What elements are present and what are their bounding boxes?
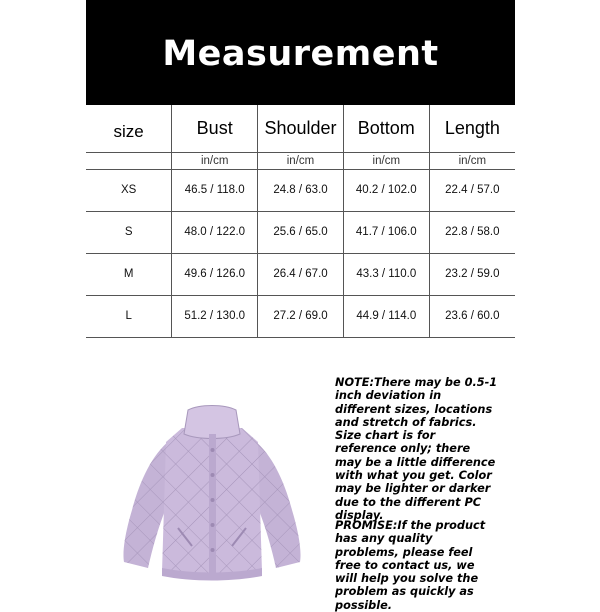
length-cell: 22.4 / 57.0 (429, 169, 515, 211)
bottom-cell: 43.3 / 110.0 (343, 253, 429, 295)
shoulder-cell: 25.6 / 65.0 (258, 211, 344, 253)
title-banner (86, 0, 515, 105)
table-row (86, 169, 515, 211)
shoulder-unit: in/cm (258, 152, 344, 169)
length-cell: 22.8 / 58.0 (429, 211, 515, 253)
bottom-cell: 44.9 / 114.0 (343, 295, 429, 337)
unit-row (86, 152, 515, 169)
size-chart-table (86, 105, 515, 338)
size-cell: M (86, 253, 172, 295)
table-header-row (86, 105, 515, 152)
table-row (86, 211, 515, 253)
bust-cell: 48.0 / 122.0 (172, 211, 258, 253)
jacket-illustration (112, 400, 312, 590)
promise-text: PROMISE:If the product has any quality problems, please feel free to contact us, we will help you solve the problem as quickly as possible. (335, 519, 486, 612)
bottom-column-header: Bottom (343, 105, 429, 152)
bust-cell: 49.6 / 126.0 (172, 253, 258, 295)
bottom-unit: in/cm (343, 152, 429, 169)
size-cell: XS (86, 169, 172, 211)
shoulder-cell: 24.8 / 63.0 (258, 169, 344, 211)
length-column-header: Length (429, 105, 515, 152)
bottom-cell: 40.2 / 102.0 (343, 169, 429, 211)
bust-column-header: Bust (172, 105, 258, 152)
bust-cell: 46.5 / 118.0 (172, 169, 258, 211)
shoulder-cell: 26.4 / 67.0 (258, 253, 344, 295)
shoulder-cell: 27.2 / 69.0 (258, 295, 344, 337)
bust-unit: in/cm (172, 152, 258, 169)
bottom-cell: 41.7 / 106.0 (343, 211, 429, 253)
bust-cell: 51.2 / 130.0 (172, 295, 258, 337)
collar (184, 406, 240, 439)
unit-blank-cell (86, 152, 172, 169)
length-cell: 23.2 / 59.0 (429, 253, 515, 295)
page-title: Measurement (162, 33, 439, 74)
table-row (86, 253, 515, 295)
length-unit: in/cm (429, 152, 515, 169)
length-cell: 23.6 / 60.0 (429, 295, 515, 337)
size-column-header: size (86, 105, 172, 152)
size-cell: L (86, 295, 172, 337)
size-cell: S (86, 211, 172, 253)
table-row (86, 295, 515, 337)
note-text: NOTE:There may be 0.5-1 inch deviation in different sizes, locations and stretch of fabrics. Size chart is for reference only; there may be a little difference with what you get. Color may be lighter or darker due to the different PC display. (335, 376, 498, 522)
shoulder-column-header: Shoulder (258, 105, 344, 152)
jacket-image (112, 400, 312, 590)
